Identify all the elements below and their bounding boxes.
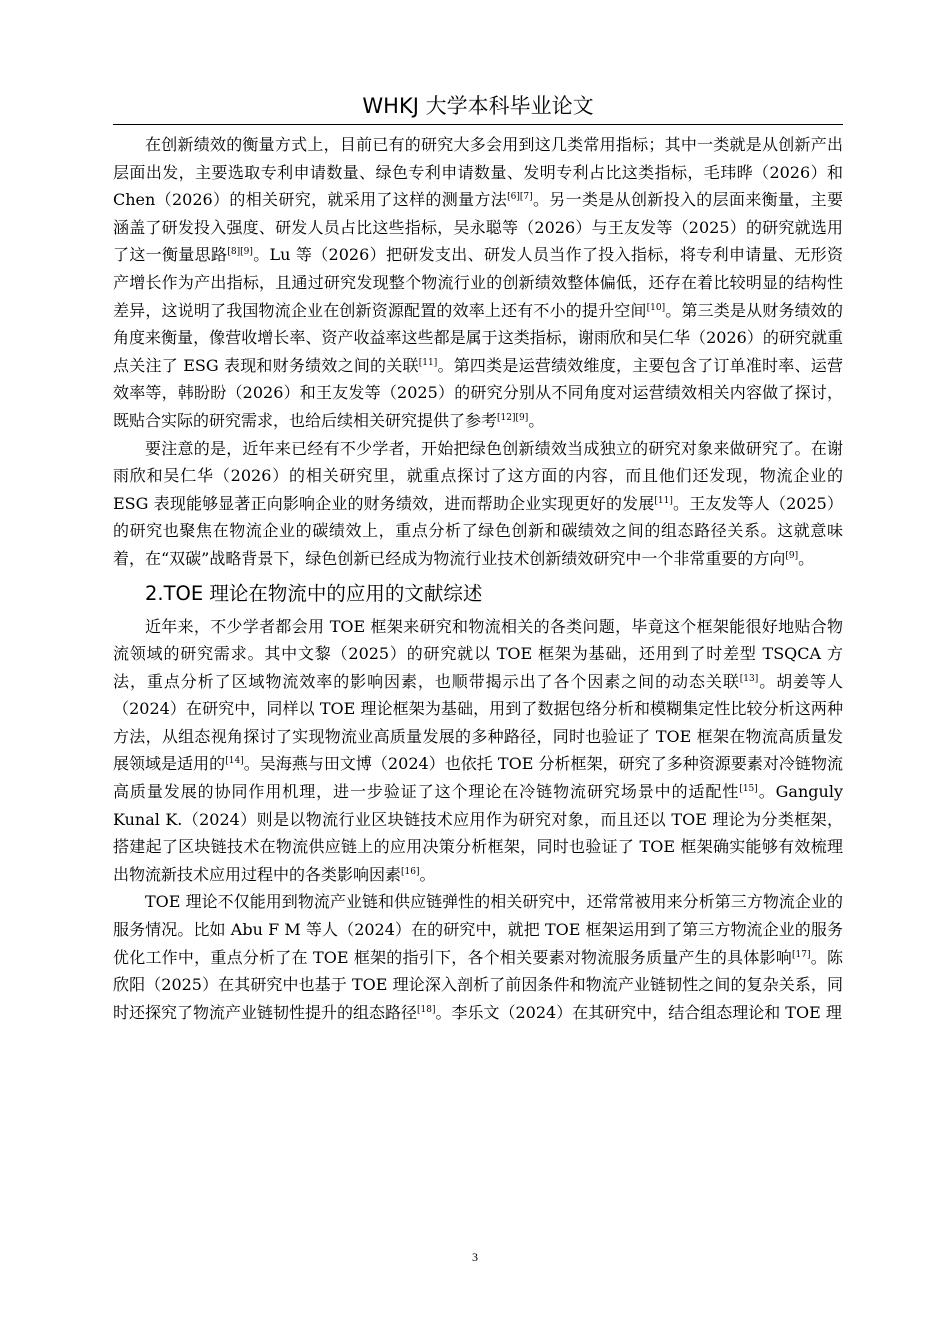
- paragraph-text: 。胡姜等人（2024）在研究中，同样以 TOE 理论框架为基础，用到了数据包络分析和模糊集定性比较分析这两种方法，从组态视角探讨了实现物流业高质量发展的多种路径，同时也验证了 TOE 框架在物流高质量发展领域是适用的: [113, 671, 843, 774]
- paragraph-text: 。第四类是运营绩效维度，主要包含了订单准时率、运营效率等，韩盼盼（2026）和王友发等（2025）的研究分别从不同角度对运营绩效相关内容做了探讨，既贴合实际的研究需求，也给后续相关研究提供了参考: [113, 355, 843, 430]
- running-header: WHKJ 大学本科毕业论文: [362, 94, 594, 118]
- paragraph-text: 。: [528, 410, 545, 430]
- paragraph-text: 。第三类是从财务绩效的角度来衡量，像营收增长率、资产收益率这些都是属于这类指标，谢雨欣和吴仁华（2026）的研究就重点关注了 ESG 表现和财务绩效之间的关联: [113, 300, 843, 375]
- paragraph-text: 。: [798, 548, 815, 568]
- citation-marker: [10]: [646, 302, 666, 313]
- paragraph-text: 。另一类是从创新投入的层面来衡量，主要涵盖了研发投入强度、研发人员占比这些指标，吴永聪等（2026）与王友发等（2025）的研究就选用了这一衡量思路: [113, 190, 843, 265]
- citation-marker: [6][7]: [507, 192, 533, 203]
- citation-marker: [18]: [417, 1004, 436, 1015]
- citation-marker: [14]: [225, 756, 244, 767]
- paragraph-text: 。Lu 等（2026）把研发支出、研发人员当作了投入指标，将专利申请量、无形资产增长作为产出指标，且通过研究发现整个物流行业的创新绩效整体偏低，还存在着比较明显的结构性差异，这说明了我国物流企业在创新资源配置的效率上还有不小的提升空间: [113, 245, 843, 320]
- paragraph-group-1: [113, 131, 843, 573]
- body-content: [113, 131, 843, 1026]
- paragraph-text: TOE 理论不仅能用到物流产业链和供应链弹性的相关研究中，还常常被用来分析第三方物流企业的服务情况。比如 Abu F M 等人（2024）在的研究中，就把 TOE 框架运用到了第三方物流企业的服务优化工作中，重点分析了在 TOE 框架的指引下，各个相关要素对物流服务质量产生的具体影响: [113, 892, 843, 967]
- paragraph-text: 。: [419, 864, 436, 884]
- paragraph-text: 。Ganguly Kunal K.（2024）则是以物流行业区块链技术应用作为研究对象，而且还以 TOE 理论为分类框架，搭建起了区块链技术在物流供应链上的应用决策分析框架，同时也验证了 TOE 框架确实能够有效梳理出物流新技术应用过程中的各类影响因素: [113, 782, 843, 884]
- body-paragraph: [113, 131, 843, 435]
- paragraph-text: 。陈欣阳（2025）在其研究中也基于 TOE 理论深入剖析了前因条件和物流产业链韧性之间的复杂关系，同时还探究了物流产业链韧性提升的组态路径: [113, 947, 843, 1022]
- paragraph-text: 近年来，不少学者都会用 TOE 框架来研究和物流相关的各类问题，毕竟这个框架能很好地贴合物流领域的研究需求。其中文黎（2025）的研究就以 TOE 框架为基础，还用到了时差型 TSQCA 方法，重点分析了区域物流效率的影响因素，也顺带揭示出了各个因素之间的动态关联: [113, 616, 843, 691]
- section-heading: 2.TOE 理论在物流中的应用的文献综述: [145, 581, 483, 605]
- citation-marker: [15]: [739, 784, 758, 795]
- paragraph-text: 在创新绩效的衡量方式上，目前已有的研究大多会用到这几类常用指标；其中一类就是从创新产出层面出发，主要选取专利申请数量、绿色专利申请数量、发明专利占比这类指标，毛玮晔（2026）和 Chen（2026）的相关研究，就采用了这样的测量方法: [113, 135, 843, 210]
- body-paragraph: [113, 888, 843, 1026]
- citation-marker: [8][9]: [227, 247, 253, 258]
- citation-marker: [11]: [418, 357, 438, 368]
- paragraph-group-2: [113, 613, 843, 1027]
- paragraph-text: 要注意的是，近年来已经有不少学者，开始把绿色创新绩效当成独立的研究对象来做研究了。在谢雨欣和吴仁华（2026）的相关研究里，就重点探讨了这方面的内容，而且他们还发现，物流企业的 ESG 表现能够显著正向影响企业的财务绩效，进而帮助企业实现更好的发展: [113, 438, 843, 513]
- citation-marker: [17]: [792, 949, 811, 960]
- paragraph-text: 。李乐文（2024）在其研究中，结合组态理论和 TOE 理: [435, 1002, 842, 1022]
- header-rule: [113, 124, 843, 125]
- citation-marker: [9]: [785, 550, 799, 561]
- paragraph-text: 。吴海燕与田文博（2024）也依托 TOE 分析框架，研究了多种资源要素对冷链物流高质量发展的协同作用机理，进一步验证了这个理论在冷链物流研究场景中的适配性: [113, 754, 843, 802]
- page-number: 3: [472, 1250, 478, 1264]
- citation-marker: [12][9]: [497, 412, 529, 423]
- citation-marker: [11]: [654, 495, 673, 506]
- citation-marker: [16]: [401, 866, 420, 877]
- body-paragraph: [113, 435, 843, 573]
- body-paragraph: [113, 613, 843, 889]
- citation-marker: [13]: [739, 673, 759, 684]
- paragraph-text: 。王友发等人（2025）的研究也聚焦在物流企业的碳绩效上，重点分析了绿色创新和碳绩效之间的组态路径关系。这就意味着，在“双碳”战略背景下，绿色创新已经成为物流行业技术创新绩效研究中一个非常重要的方向: [113, 493, 843, 568]
